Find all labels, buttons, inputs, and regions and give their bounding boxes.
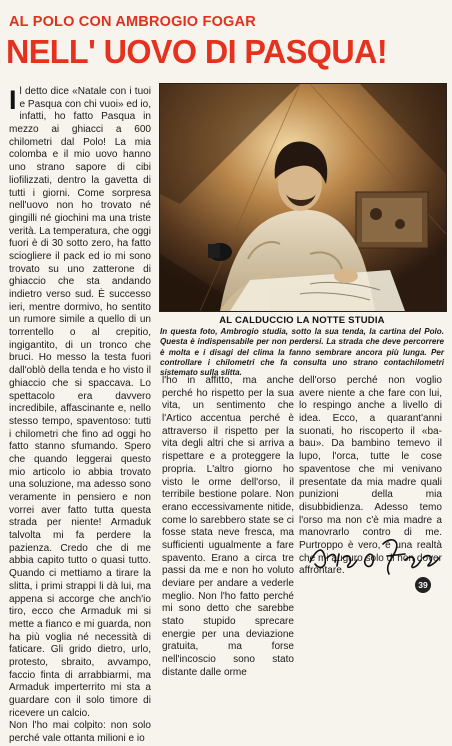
article-photo bbox=[159, 83, 447, 312]
photo-caption-title: AL CALDUCCIO LA NOTTE STUDIA bbox=[219, 315, 385, 326]
page-number: 39 bbox=[415, 577, 431, 593]
article-kicker: AL POLO CON AMBROGIO FOGAR bbox=[9, 14, 256, 30]
tent-study-photo bbox=[160, 84, 446, 311]
column-3-paragraph: dell'orso perché non voglio avere niente a che fare con lui, lo respingo anche a livello di idea. Ecco, a quarant'anni suonati, ho riscoperto il «ba-bau». Da bambino temevo il lupo, l'orca, tutte le cose spaventose che mi venivano presentate da mia madre quali punizioni della mia disubbidienza. Adesso temo l'orso ma non c'è mia madre a manovrarlo contro di me. Purtroppo è vero, è una realtà che mi auguro solo di non dover affrontare. bbox=[299, 375, 442, 577]
drop-cap: I bbox=[9, 85, 17, 115]
article-column-2 bbox=[162, 375, 294, 678]
article-column-1 bbox=[9, 85, 151, 745]
column-1-paragraph: l detto dice «Natale con i tuoi e Pasqua con chi vuoi» ed io, infatti, ho fatto Pasqua in mezzo ai ghiacci a 600 chilometri dal Polo! La mia colomba e il mio uovo hanno uno strano sapore di cibi liofilizzati, dentro la gavetta di tutti i giorni. Come sorpresa nell'uovo non ho trovato né gingilli né giochini ma una triste verità. La temperatura, che oggi fuori è di 30 sotto zero, ha fatto sciogliere il pack ed io mi sono trovato su uno zatterone di ghiaccio che sta andando indietro verso sud. È successo ieri, mentre dormivo, ho sentito un rumore simile a quello di un torrentello o al crepitio, ingigantito, di un tronco che bruci. Ho messo la testa fuori dall'oblò della tenda e ho visto il ghiaccio che si spaccava. Lo spettacolo era davvero incredibile, affascinante e, nello stesso tempo, spaventoso: tutti i chilometri che fino ad oggi ho fatto stanno sfumando. Spero che quando leggerai questo mio articolo io abbia trovato una soluzione, ma adesso sono veramente in pensiero e non vorrei aver fatto tutta questa strada per niente! Armaduk talvolta mi fa perdere la pazienza. Credo che di me abbia capito tutto o quasi tutto. Quando ci mettiamo a tirare la slitta, i primi strappi li dà lui, ma appena si accorge che anch'io tiro, ecco che Armaduk mi si mette a fianco e mi guarda, non ha più voglia né necessità di faticare. Gli grido dietro, urlo, protesto, sbraito, avvampo, faccio finta di arrabbiarmi, ma Armaduk imperterrito mi sta a guardare con il solo timore di ricevere un calcio. bbox=[9, 86, 151, 719]
author-signature bbox=[305, 530, 445, 578]
column-1-paragraph-2: Non l'ho mai colpito: non solo perché vale ottanta milioni e io bbox=[9, 720, 151, 745]
column-2-paragraph: l'ho in affitto, ma anche perché ho rispetto per la sua vita, un sentimento che l'Artico accentua perché è attraverso il rispetto per la vita degli altri che si arriva a rispettare e a proteggere la propria. L'altro giorno ho visto le orme dell'orso, il terribile bestione polare. Non erano eccessivamente nitide, come lo sarebbero state se ci fosse stata neve fresca, ma sufficienti ugualmente a fare spavento. Erano a circa tre passi da me e non ho voluto deviare per andare a vederle meglio. Non l'ho fatto perché mi sono detto che sarebbe stato stupido sprecare energie per una deviazione gratuita, ma forse nell'incoscio sono stato distante dalle orme bbox=[162, 375, 294, 678]
article-column-3 bbox=[299, 375, 442, 577]
photo-caption-body: In questa foto, Ambrogio studia, sotto la sua tenda, la cartina del Polo. Questa è indispensabile per non perdersi. La strada che deve percorrere è molta e i disagi del clima la fanno sembrare ancora più lunga. Per controllare i chilometri che fa consulta uno strano contachilometri sistemato sulla slitta. bbox=[160, 327, 444, 378]
article-headline: NELL' UOVO DI PASQUA! bbox=[6, 33, 388, 70]
